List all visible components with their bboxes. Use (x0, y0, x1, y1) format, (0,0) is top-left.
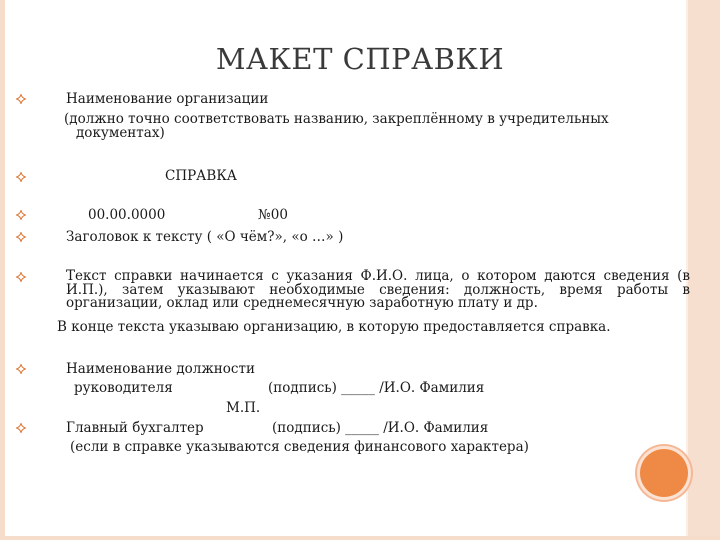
closing-text: В конце текста указываю организацию, в которую предоставляется справка. (57, 319, 611, 335)
accountant-signature: (подпись) _____ /И.О. Фамилия (272, 420, 489, 436)
org-note-line1: (должно точно соответствовать названию, закреплённому в учредительных (64, 111, 609, 127)
bullet-icon (16, 210, 25, 219)
director-signature: (подпись) _____ /И.О. Фамилия (268, 380, 485, 396)
accountant-note: (если в справке указываются сведения финансового характера) (70, 439, 529, 455)
position-title-cont: руководителя (74, 380, 173, 396)
org-name: Наименование организации (66, 91, 269, 107)
bullet-icon (16, 232, 25, 241)
bullet-icon (16, 172, 25, 181)
doc-type: СПРАВКА (165, 168, 238, 184)
stamp-place: М.П. (226, 400, 261, 416)
doc-date: 00.00.0000 (88, 207, 166, 223)
left-frame-border (0, 0, 5, 540)
slide-title: МАКЕТ СПРАВКИ (215, 42, 505, 76)
accountant-title: Главный бухгалтер (66, 420, 204, 436)
position-title: Наименование должности (66, 361, 255, 377)
body-text: Текст справки начинается с указания Ф.И.О. лица, о котором даются сведения (в И.П.), затем указывают необходимые сведения: должность, время работы в организации, оклад или среднемесячную заработную плату и др. (66, 268, 690, 311)
bullet-icon (16, 94, 25, 103)
bullet-icon (16, 272, 25, 281)
bottom-frame-border (0, 536, 720, 540)
text-heading: Заголовок к тексту ( «О чём?», «о …» ) (66, 229, 344, 245)
right-frame-border (688, 0, 720, 540)
bullet-icon (16, 423, 25, 432)
decorative-orange-circle (640, 449, 688, 497)
org-note-line2: документах) (76, 125, 165, 141)
bullet-icon (16, 364, 25, 373)
doc-number: №00 (258, 207, 288, 223)
